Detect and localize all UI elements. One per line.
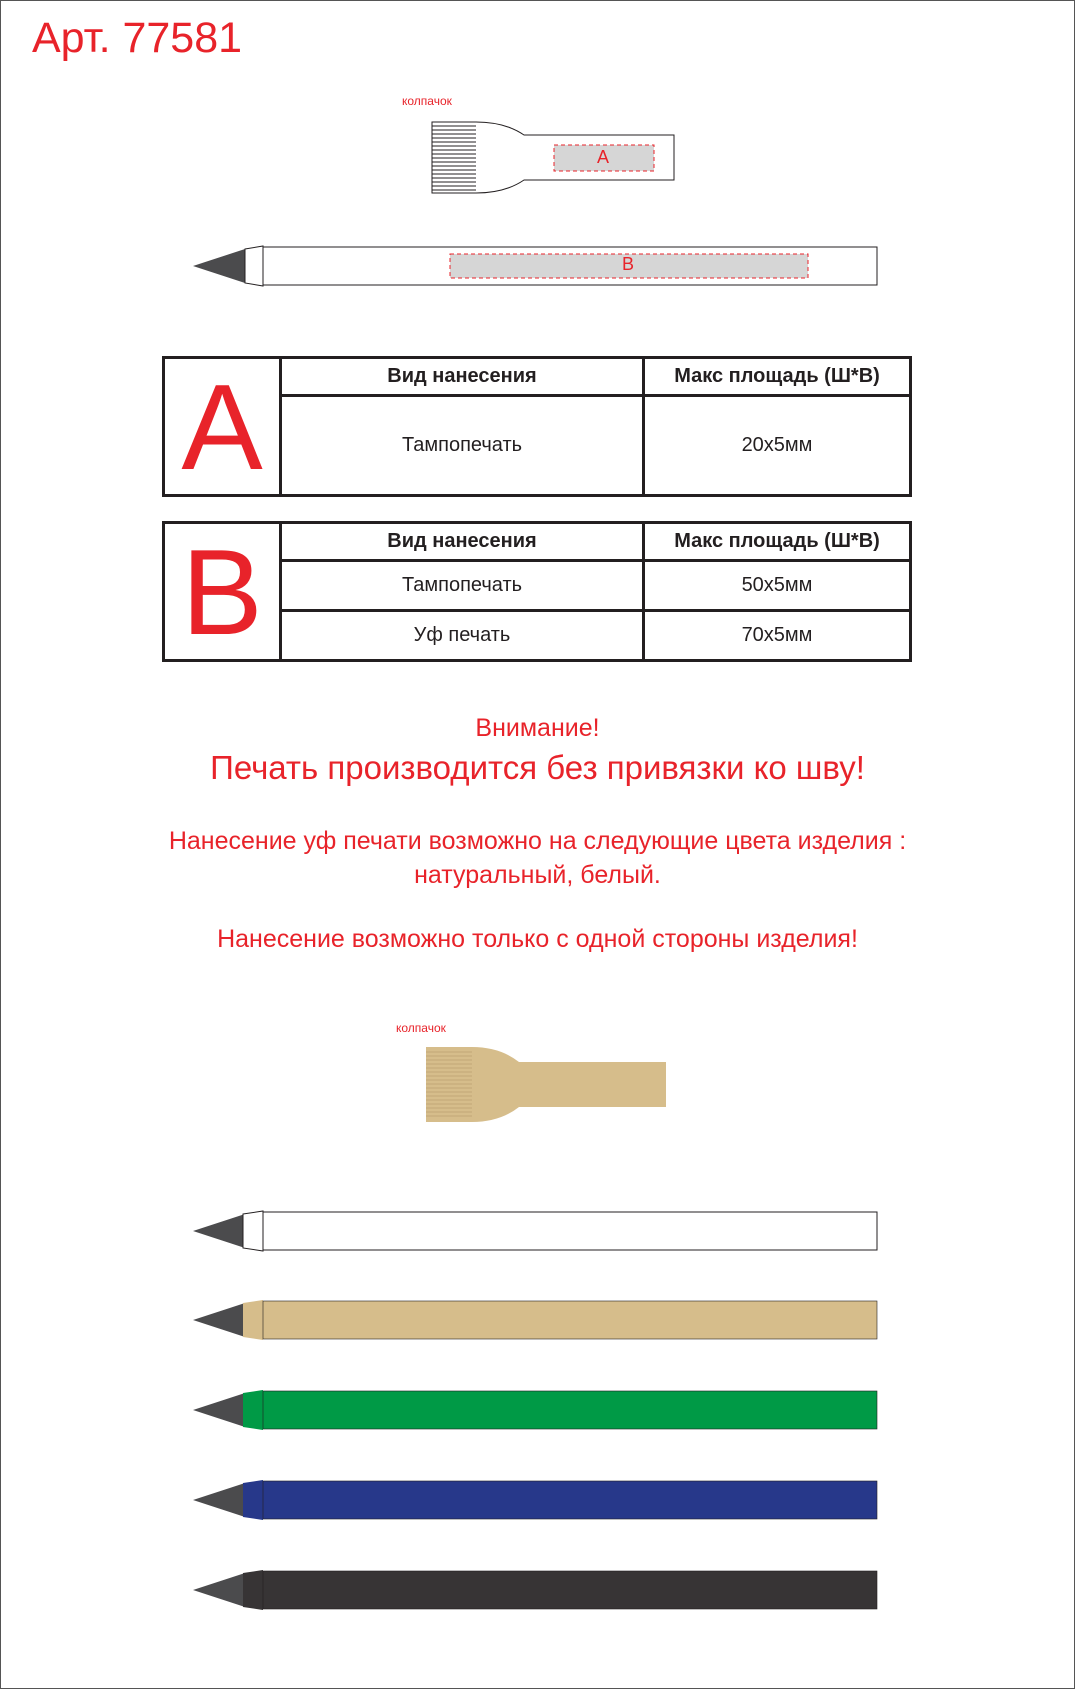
notice-uv-line-1: Нанесение уф печати возможно на следующие цвета изделия : [168, 827, 907, 855]
pencil-natural-cone [243, 1300, 263, 1340]
pencil-green-cone [243, 1390, 263, 1430]
table-a-header-method: Вид нанесения [281, 358, 644, 396]
pencil-green-body [263, 1391, 877, 1429]
pencil-black-body [263, 1571, 877, 1609]
print-area-b-label: B [622, 254, 635, 274]
pencil-black-cone [243, 1570, 263, 1610]
table-b-header-method: Вид нанесения [281, 523, 644, 561]
pencil-natural-lead [193, 1303, 245, 1337]
pencil-white-lead [193, 1214, 245, 1248]
pencil-black [193, 1570, 877, 1610]
table-b-letter: B [164, 523, 281, 661]
pencil-white-cone [243, 1211, 263, 1251]
table-a-area: 20х5мм [644, 396, 911, 496]
print-area-a-label: A [597, 147, 610, 167]
table-b-area-2: 70х5мм [644, 611, 911, 661]
notice-attention: Внимание! [475, 714, 600, 742]
pencil-green [193, 1390, 877, 1430]
pencil-black-lead [193, 1573, 245, 1607]
pencil-blue-cone [243, 1480, 263, 1520]
pencil-white [193, 1211, 877, 1251]
table-b-method-2: Уф печать [281, 611, 644, 661]
cap-label: колпачок [402, 94, 452, 108]
table-a-letter: A [164, 358, 281, 496]
table-a-header-area: Макс площадь (Ш*В) [644, 358, 911, 396]
notice-one-side: Нанесение возможно только с одной стороны изделия! [217, 925, 858, 953]
table-b-header-area: Макс площадь (Ш*В) [644, 523, 911, 561]
pencil-blue-lead [193, 1483, 245, 1517]
notice-uv-line-2: натуральный, белый. [414, 861, 661, 889]
pencil-green-lead [193, 1393, 245, 1427]
pencil-blue [193, 1480, 877, 1520]
article-number: Арт. 77581 [32, 14, 243, 62]
table-b-method-1: Тампопечать [281, 561, 644, 611]
pencil-natural [193, 1300, 877, 1340]
table-a-method: Тампопечать [281, 396, 644, 496]
notice-no-seam: Печать производится без привязки ко шву! [210, 749, 865, 786]
pencil-white-body [263, 1212, 877, 1250]
table-b-area-1: 50х5мм [644, 561, 911, 611]
cap-label-natural: колпачок [396, 1021, 446, 1035]
pencil-natural-body [263, 1301, 877, 1339]
pencil-blue-body [263, 1481, 877, 1519]
